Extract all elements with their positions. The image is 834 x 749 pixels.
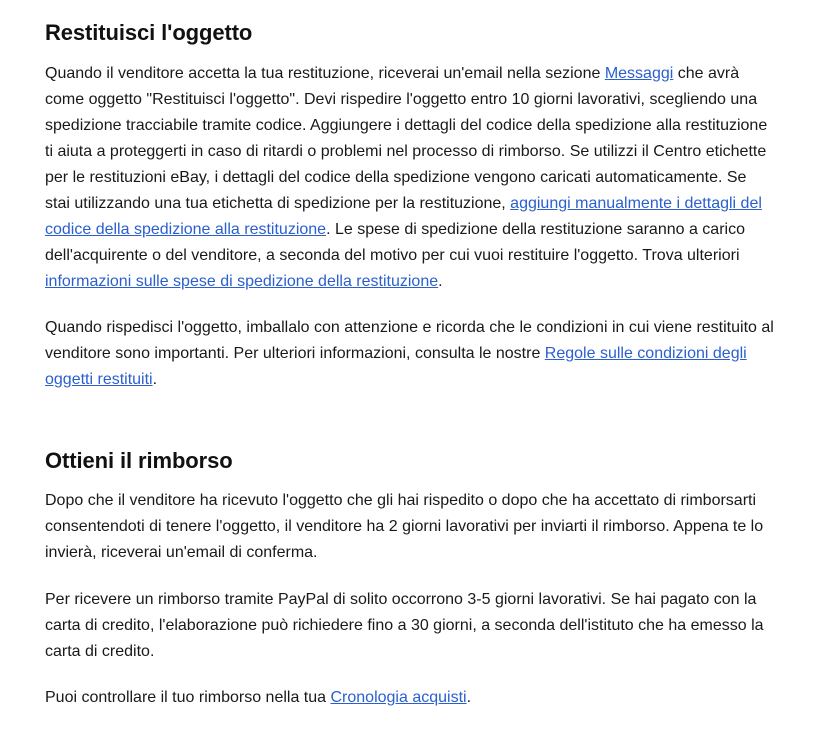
paragraph-text: che avrà come oggetto "Restituisci l'oggetto". Devi rispedire l'oggetto entro 10 giorni lavorativi, scegliendo una spedizione tracciabile tramite codice. Aggiungere i dettagli del codice della spedizione alla restituzione ti aiuta a proteggerti in caso di ritardi o problemi nel processo di rimborso. Se utilizzi il Centro etichette per le restituzioni eBay, i dettagli del codice della spedizione vengono caricati automaticamente. Se stai utilizzando una tua etichetta di spedizione per la restituzione, [45, 65, 768, 212]
refund-methods-paragraph [45, 587, 775, 665]
paragraph-text: . [152, 371, 158, 388]
paragraph-text: Per ricevere un rimborso tramite PayPal di solito occorrono 3-5 giorni lavorativi. Se hai pagato con la carta di credito, l'elaborazione può richiedere fino a 30 giorni, a seconda dell'istituto che ha emesso la carta di credito. [45, 591, 764, 660]
section-title-get-refund: Ottieni il rimborso [45, 448, 233, 473]
paragraph-text: . [438, 273, 443, 290]
packaging-paragraph [45, 315, 775, 393]
paragraph-text: Puoi controllare il tuo rimborso nella tua [45, 689, 331, 706]
paragraph-text: Quando rispedisci l'oggetto, imballalo con attenzione e ricorda che le condizioni in cui viene restituito al venditore sono importanti. Per ulteriori informazioni, consulta le nostre [45, 319, 774, 362]
section-title-return-item: Restituisci l'oggetto [45, 20, 253, 45]
purchase-history-link[interactable]: Cronologia acquisti [330, 689, 467, 706]
paragraph-text: . [466, 689, 472, 706]
paragraph-text: . Le spese di spedizione della restituzione saranno a carico dell'acquirente o del venditore, a seconda del motivo per cui vuoi restituire l'oggetto. Trova ulteriori [45, 221, 745, 264]
return-shipping-costs-link[interactable]: informazioni sulle spese di spedizione della restituzione [45, 273, 439, 290]
messages-link[interactable]: Messaggi [604, 65, 674, 82]
check-refund-paragraph [45, 685, 775, 711]
add-tracking-details-link[interactable]: aggiungi manualmente i dettagli del codice della spedizione alla restituzione [45, 195, 762, 238]
returned-items-condition-policy-link[interactable]: Regole sulle condizioni degli oggetti restituiti [45, 345, 747, 388]
return-instructions-paragraph [45, 61, 775, 295]
refund-timing-paragraph [45, 488, 775, 566]
paragraph-text: Quando il venditore accetta la tua restituzione, riceverai un'email nella sezione [45, 65, 605, 82]
paragraph-text: Dopo che il venditore ha ricevuto l'oggetto che gli hai rispedito o dopo che ha accettato di rimborsarti consentendoti di tenere l'oggetto, il venditore ha 2 giorni lavorativi per inviarti il rimborso. Appena te lo invierà, riceverai un'email di conferma. [45, 492, 764, 561]
